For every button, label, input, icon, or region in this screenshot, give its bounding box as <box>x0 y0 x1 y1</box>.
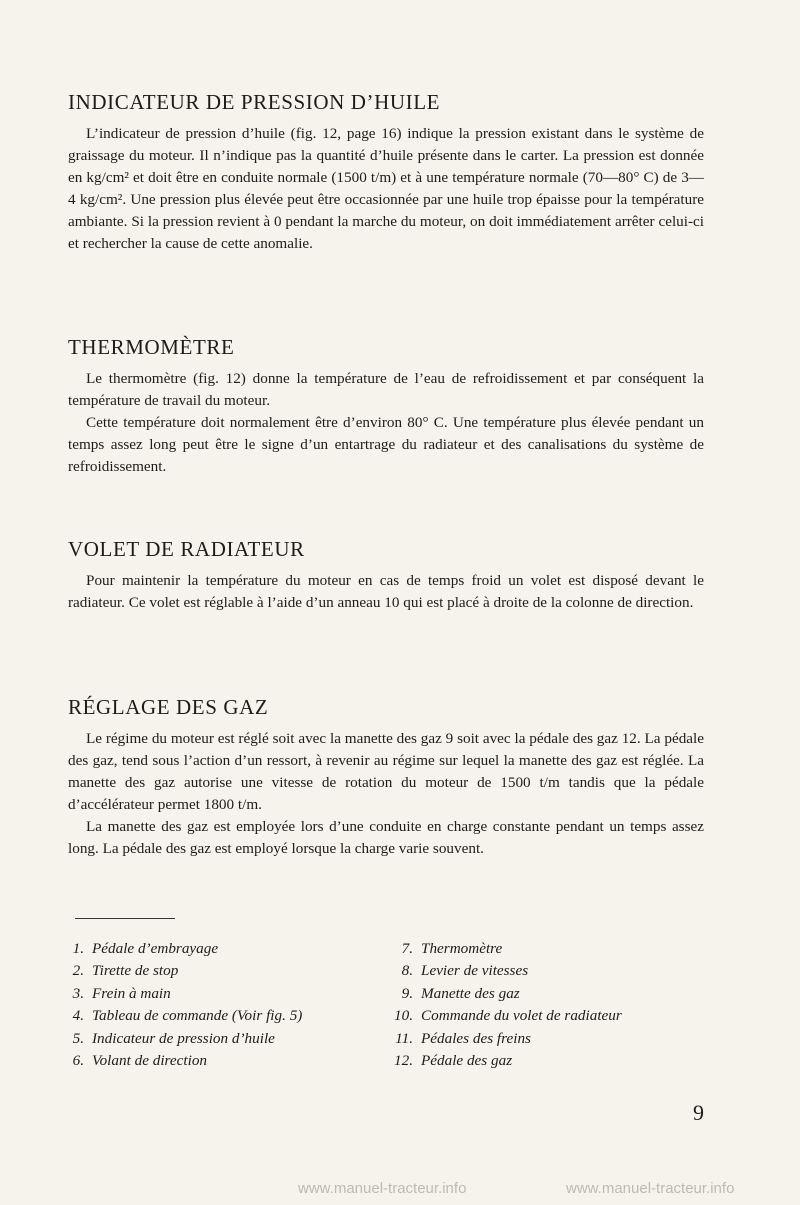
legend-number: 11. <box>395 1029 413 1047</box>
section-oil-pressure <box>68 90 704 255</box>
watermark-right: www.manuel-tracteur.info <box>566 1180 735 1197</box>
legend-item <box>385 983 622 1005</box>
legend-label: Levier de vitesses <box>421 962 529 980</box>
legend-label: Pédales des freins <box>421 1029 531 1047</box>
watermark-left: www.manuel-tracteur.info <box>298 1180 467 1197</box>
legend-number: 12. <box>394 1051 413 1069</box>
legend-number: 10. <box>394 1007 413 1025</box>
legend-label: Volant de direction <box>92 1051 208 1069</box>
legend-label: Commande du volet de radiateur <box>421 1007 622 1025</box>
section-paragraph: Le thermomètre (fig. 12) donne la température de l’eau de refroidissement et par conséquent la température de travail du moteur. <box>68 370 704 409</box>
legend-number: 7. <box>401 940 413 957</box>
section-title: VOLET DE RADIATEUR <box>68 537 305 561</box>
legend-number: 3. <box>72 984 84 1002</box>
footnote-divider <box>75 918 175 919</box>
legend-number: 2. <box>72 962 84 980</box>
legend-item <box>385 1005 622 1027</box>
legend-left <box>68 938 302 1072</box>
legend-label: Thermomètre <box>421 940 503 957</box>
legend-number: 8. <box>401 962 413 980</box>
legend-item <box>68 1028 302 1050</box>
legend-label: Pédale des gaz <box>421 1051 513 1069</box>
legend-number: 1. <box>72 940 84 957</box>
section-paragraph: La manette des gaz est employée lors d’une conduite en charge constante pendant un temps assez long. La pédale des gaz est employé lorsque la charge varie souvent. <box>68 818 704 857</box>
legend-number: 6. <box>72 1051 84 1069</box>
section-throttle <box>68 695 704 860</box>
legend-item <box>68 1050 302 1072</box>
legend-item <box>385 960 622 982</box>
section-paragraph: Le régime du moteur est réglé soit avec la manette des gaz 9 soit avec la pédale des gaz 12. La pédale des gaz, tend sous l’action d’un ressort, à revenir au régime sur lequel la manette des gaz est réglée. La manette des gaz autorise une vitesse de rotation du moteur de 1500 t/m tandis que la pédale d’accélérateur permet 1800 t/m. <box>68 730 704 813</box>
legend-item <box>68 1005 302 1027</box>
legend-number: 9. <box>401 984 413 1002</box>
legend-number: 5. <box>72 1029 84 1047</box>
section-thermometer <box>68 335 704 478</box>
section-title: THERMOMÈTRE <box>68 335 235 359</box>
legend-item <box>68 960 302 982</box>
section-title: INDICATEUR DE PRESSION D’HUILE <box>68 90 441 114</box>
legend-item <box>385 938 622 960</box>
legend-label: Manette des gaz <box>421 984 520 1002</box>
legend-item <box>68 983 302 1005</box>
section-paragraph: Pour maintenir la température du moteur en cas de temps froid un volet est disposé devant le radiateur. Ce volet est réglable à l’aide d’un anneau 10 qui est placé à droite de la colonne de direction. <box>68 572 704 611</box>
legend-label: Pédale d’embrayage <box>92 940 219 957</box>
page-number: 9 <box>693 1100 704 1125</box>
section-paragraph: L’indicateur de pression d’huile (fig. 12, page 16) indique la pression existant dans le système de graissage du moteur. Il n’indique pas la quantité d’huile présente dans le carter. La pression est donnée en kg/cm² et doit être en conduite normale (1500 t/m) et à une température normale (70—80° C) de 3—4 kg/cm². Une pression plus élevée peut être occasionnée par une huile trop épaisse pour la température ambiante. Si la pression revient à 0 pendant la marche du moteur, on doit immédiatement arrêter celui-ci et rechercher la cause de cette anomalie. <box>68 125 704 252</box>
legend-right <box>385 938 622 1072</box>
section-title: RÉGLAGE DES GAZ <box>68 695 269 719</box>
legend-label: Tirette de stop <box>92 962 179 980</box>
section-paragraph: Cette température doit normalement être d’environ 80° C. Une température plus élevée pendant un temps assez long peut être le signe d’un entartrage du radiateur et des canalisations du système de refroidissement. <box>68 414 704 475</box>
legend-item <box>385 1028 622 1050</box>
section-radiator-shutter <box>68 537 704 614</box>
legend-label: Tableau de commande (Voir fig. 5) <box>92 1007 303 1025</box>
legend-label: Frein à main <box>92 984 171 1002</box>
legend-item <box>68 938 302 960</box>
legend-item <box>385 1050 622 1072</box>
legend-label: Indicateur de pression d’huile <box>92 1029 275 1047</box>
legend-number: 4. <box>72 1007 84 1025</box>
